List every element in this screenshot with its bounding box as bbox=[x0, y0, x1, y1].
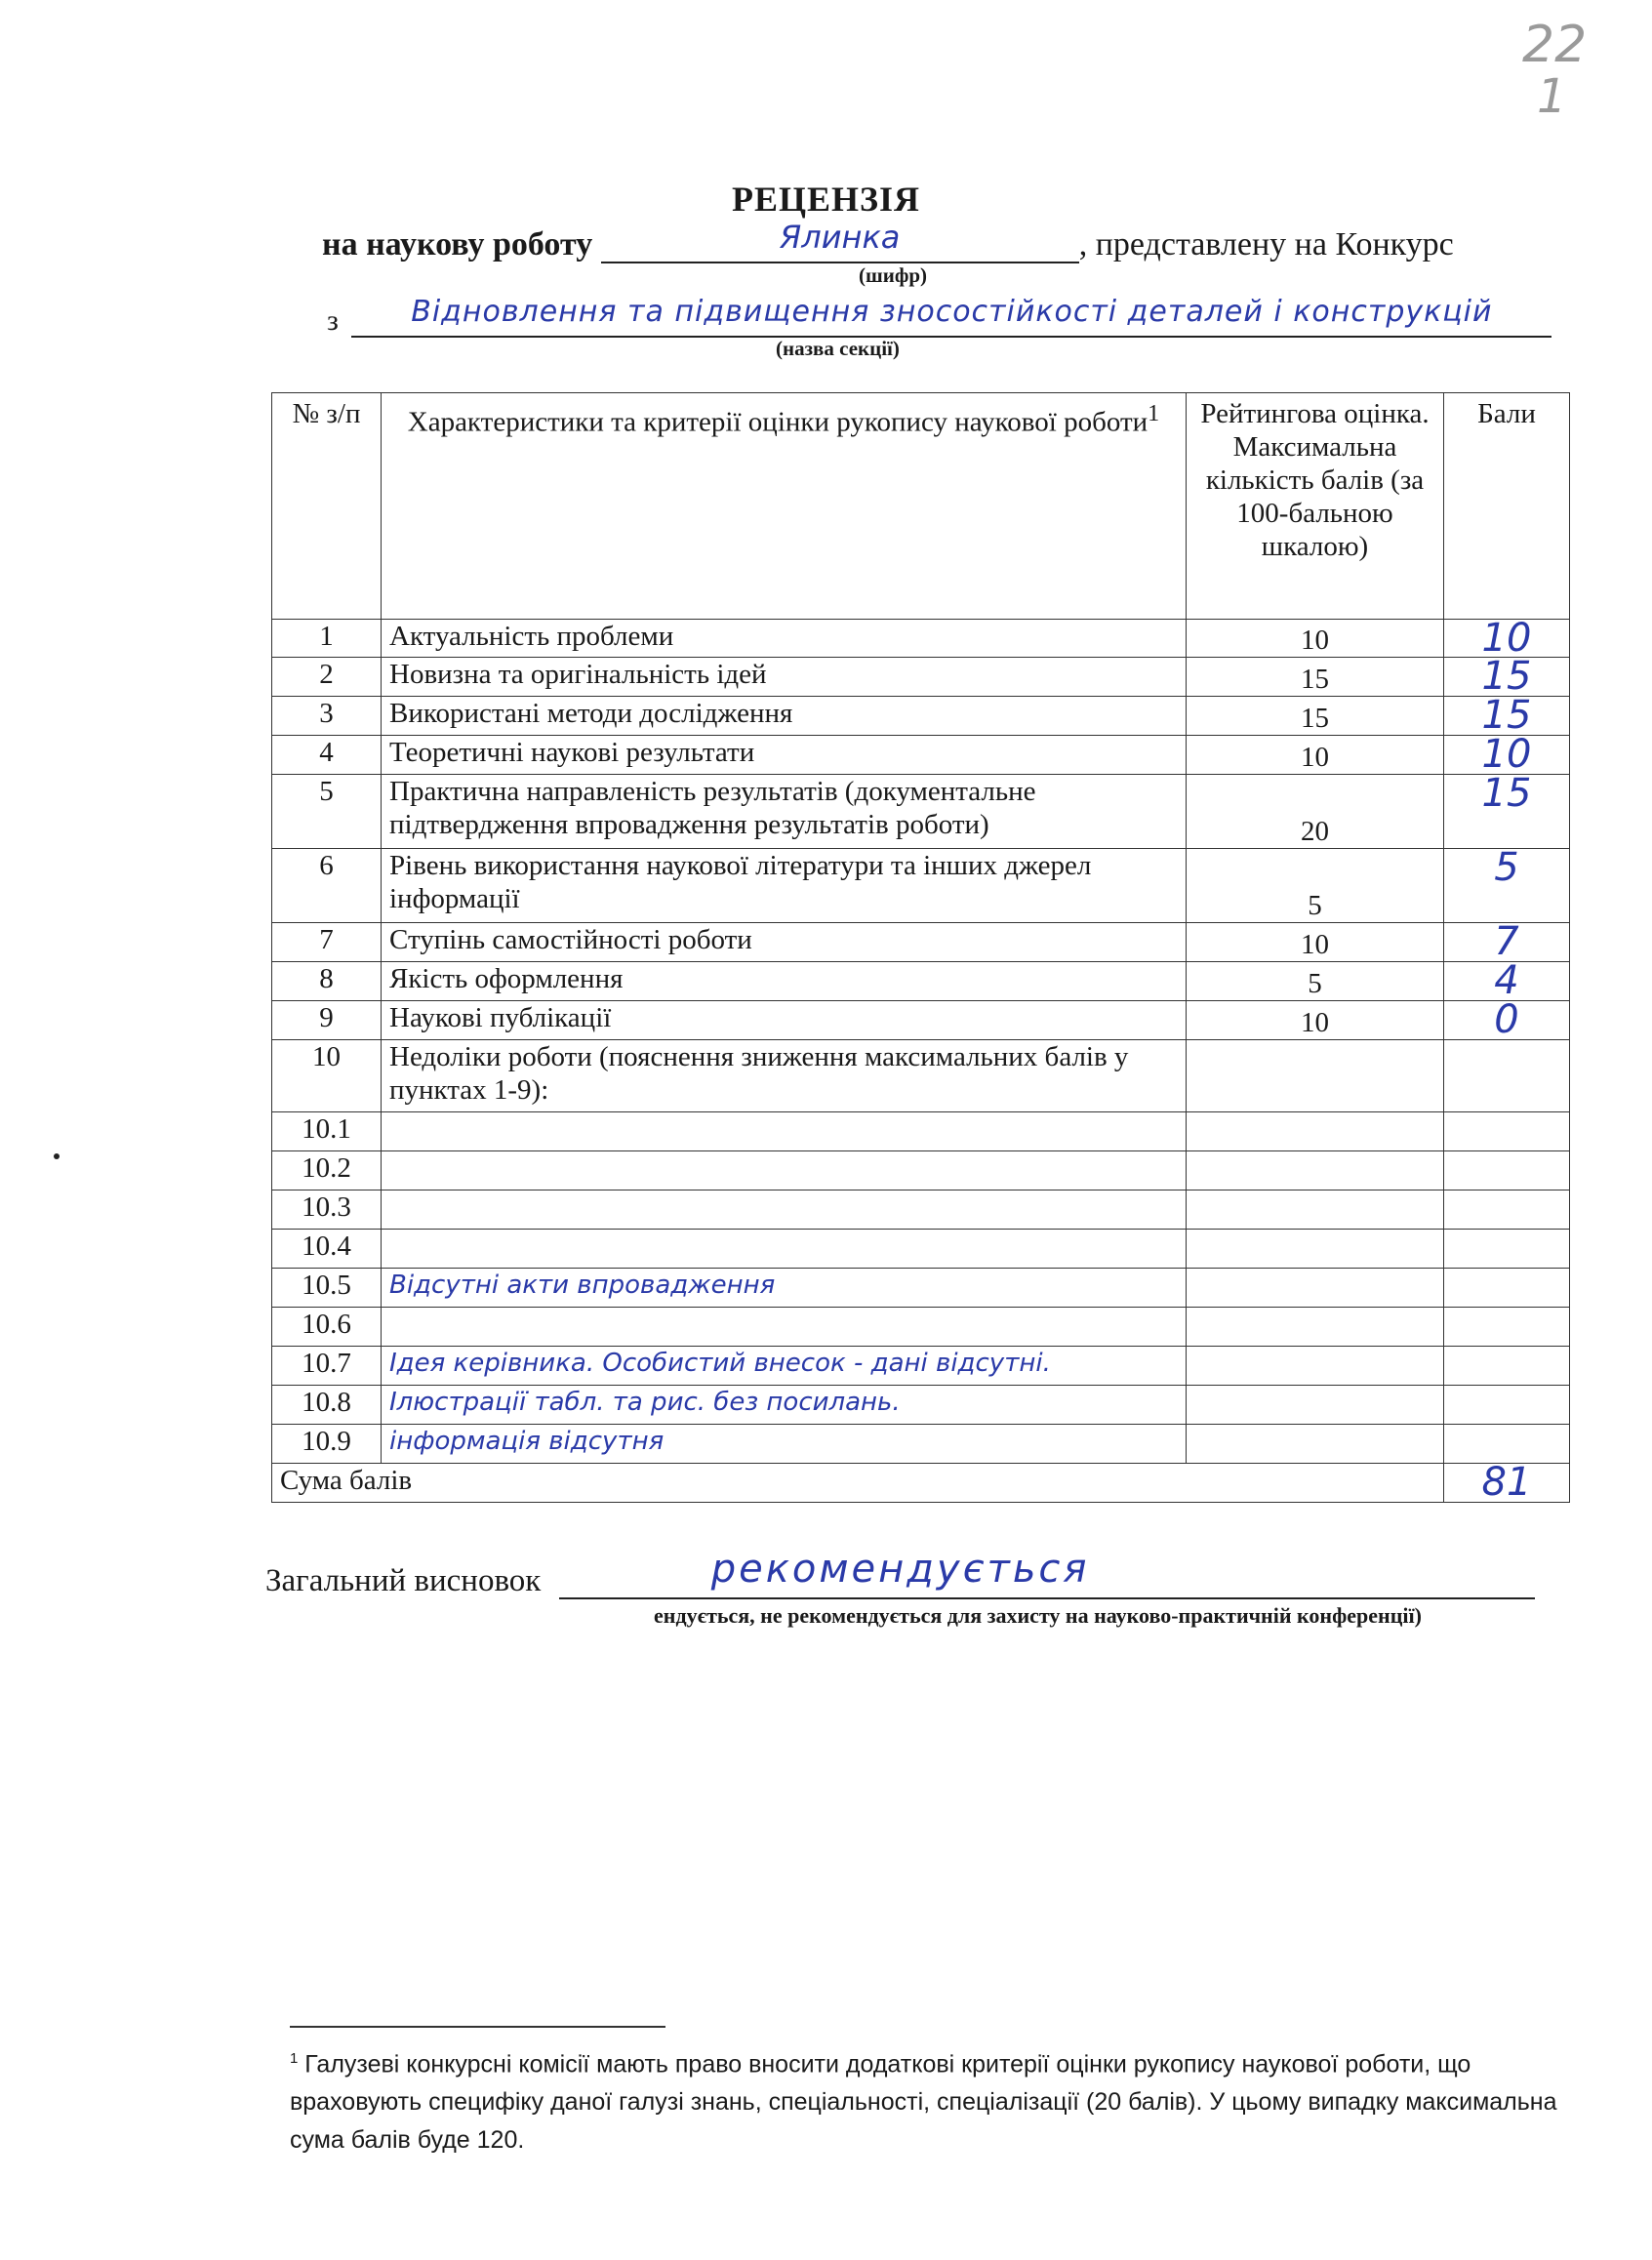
row-number: 5 bbox=[272, 775, 382, 849]
shortcoming-subrow bbox=[272, 1347, 1570, 1386]
empty-cell bbox=[1444, 1347, 1570, 1386]
max-score: 20 bbox=[1187, 775, 1444, 849]
empty-cell bbox=[1444, 1112, 1570, 1151]
max-score: 10 bbox=[1187, 923, 1444, 962]
section-field[interactable] bbox=[351, 297, 1551, 338]
max-score: 15 bbox=[1187, 697, 1444, 736]
table-row bbox=[272, 849, 1570, 923]
empty-cell bbox=[1187, 1347, 1444, 1386]
max-score: 5 bbox=[1187, 849, 1444, 923]
criterion-label: Новизна та оригінальність ідей bbox=[382, 658, 1187, 697]
conclusion-field[interactable] bbox=[559, 1549, 1535, 1599]
row-number: 6 bbox=[272, 849, 382, 923]
empty-cell bbox=[1187, 1151, 1444, 1191]
criterion-label: Ступінь самостійності роботи bbox=[382, 923, 1187, 962]
empty-cell bbox=[1187, 1230, 1444, 1269]
work-line bbox=[322, 219, 1454, 263]
shortcoming-note[interactable]: Ідея керівника. Особистий внесок - дані відсутні. bbox=[382, 1347, 1187, 1386]
empty-cell bbox=[1444, 1040, 1570, 1112]
header-criteria-text: Характеристики та критерії оцінки рукопису наукової роботи bbox=[407, 406, 1148, 438]
subrow-number: 10.3 bbox=[272, 1191, 382, 1230]
shortcoming-subrow bbox=[272, 1151, 1570, 1191]
header-criteria bbox=[382, 393, 1187, 620]
shortcoming-note[interactable] bbox=[382, 1308, 1187, 1347]
footnote-ref: 1 bbox=[1148, 400, 1160, 426]
row-number: 7 bbox=[272, 923, 382, 962]
awarded-score[interactable]: 15 bbox=[1444, 658, 1570, 697]
table-row bbox=[272, 962, 1570, 1001]
empty-cell bbox=[1187, 1425, 1444, 1464]
criterion-label: Теоретичні наукові результати bbox=[382, 736, 1187, 775]
footnote-marker: 1 bbox=[290, 2050, 299, 2067]
shortcoming-note[interactable]: Відсутні акти впровадження bbox=[382, 1269, 1187, 1308]
page-number-mark: 22 bbox=[1522, 16, 1588, 74]
sum-value[interactable]: 81 bbox=[1444, 1464, 1570, 1503]
criterion-label: Рівень використання наукової літератури та інших джерел інформації bbox=[382, 849, 1187, 923]
table-header-row bbox=[272, 393, 1570, 620]
empty-cell bbox=[1187, 1269, 1444, 1308]
header-points: Бали bbox=[1444, 393, 1570, 620]
awarded-score[interactable]: 5 bbox=[1444, 849, 1570, 923]
shortcoming-subrow bbox=[272, 1230, 1570, 1269]
shortcoming-note[interactable]: інформація відсутня bbox=[382, 1425, 1187, 1464]
header-num: № з/п bbox=[272, 393, 382, 620]
section-value: Відновлення та підвищення зносостійкості деталей і конструкцій bbox=[411, 295, 1493, 329]
conclusion-line bbox=[265, 1549, 1535, 1599]
subrow-number: 10.4 bbox=[272, 1230, 382, 1269]
conclusion-value: рекомендується bbox=[710, 1547, 1090, 1592]
criterion-label: Використані методи дослідження bbox=[382, 697, 1187, 736]
document-title: РЕЦЕНЗІЯ bbox=[731, 180, 921, 219]
cipher-value: Ялинка bbox=[780, 219, 901, 256]
max-score: 10 bbox=[1187, 1001, 1444, 1040]
shortcoming-note[interactable]: Ілюстрації табл. та рис. без посилань. bbox=[382, 1386, 1187, 1425]
awarded-score[interactable]: 4 bbox=[1444, 962, 1570, 1001]
row-number: 9 bbox=[272, 1001, 382, 1040]
sum-label: Сума балів bbox=[272, 1464, 1444, 1503]
shortcomings-label: Недоліки роботи (пояснення зниження максимальних балів у пунктах 1-9): bbox=[382, 1040, 1187, 1112]
footnote bbox=[290, 2039, 1578, 2159]
shortcoming-subrow bbox=[272, 1191, 1570, 1230]
shortcoming-subrow bbox=[272, 1308, 1570, 1347]
empty-cell bbox=[1444, 1151, 1570, 1191]
awarded-score[interactable]: 7 bbox=[1444, 923, 1570, 962]
empty-cell bbox=[1444, 1386, 1570, 1425]
conclusion-label: Загальний висновок bbox=[265, 1563, 542, 1598]
shortcoming-subrow bbox=[272, 1112, 1570, 1151]
work-prefix: на наукову роботу bbox=[322, 226, 593, 262]
criterion-label: Практична направленість результатів (документальне підтвердження впровадження результатів роботи) bbox=[382, 775, 1187, 849]
max-score: 15 bbox=[1187, 658, 1444, 697]
scan-speck bbox=[54, 1153, 60, 1159]
section-line bbox=[327, 297, 1551, 338]
awarded-score[interactable]: 10 bbox=[1444, 736, 1570, 775]
row-number: 2 bbox=[272, 658, 382, 697]
empty-cell bbox=[1444, 1308, 1570, 1347]
row-number: 3 bbox=[272, 697, 382, 736]
empty-cell bbox=[1187, 1040, 1444, 1112]
header-max: Рейтингова оцінка. Максимальна кількість балів (за 100-бальною шкалою) bbox=[1187, 393, 1444, 620]
subrow-number: 10.5 bbox=[272, 1269, 382, 1308]
table-row bbox=[272, 658, 1570, 697]
shortcoming-note[interactable] bbox=[382, 1151, 1187, 1191]
subrow-number: 10.6 bbox=[272, 1308, 382, 1347]
criterion-label: Якість оформлення bbox=[382, 962, 1187, 1001]
empty-cell bbox=[1187, 1112, 1444, 1151]
empty-cell bbox=[1444, 1269, 1570, 1308]
row-number: 8 bbox=[272, 962, 382, 1001]
shortcoming-note[interactable] bbox=[382, 1191, 1187, 1230]
cipher-field[interactable] bbox=[601, 219, 1079, 263]
table-row bbox=[272, 1001, 1570, 1040]
awarded-score[interactable]: 0 bbox=[1444, 1001, 1570, 1040]
shortcoming-note[interactable] bbox=[382, 1112, 1187, 1151]
row-number: 1 bbox=[272, 620, 382, 658]
max-score: 10 bbox=[1187, 620, 1444, 658]
shortcoming-subrow bbox=[272, 1425, 1570, 1464]
conclusion-caption: ендується, не рекомендується для захисту на науково-практичній конференції) bbox=[654, 1603, 1422, 1628]
shortcoming-subrow bbox=[272, 1269, 1570, 1308]
subrow-number: 10.8 bbox=[272, 1386, 382, 1425]
subrow-number: 10.1 bbox=[272, 1112, 382, 1151]
section-prefix: з bbox=[327, 304, 339, 337]
footnote-text: Галузеві конкурсні комісії мають право вносити додаткові критерії оцінки рукопису наукової роботи, що враховують специфіку даної галузі знань, спеціальності, спеціалізації (20 балів). У цьому випадку максимальна сума балів буде 120. bbox=[290, 2050, 1557, 2155]
footnote-divider bbox=[290, 2026, 665, 2028]
table-row bbox=[272, 697, 1570, 736]
subrow-number: 10.9 bbox=[272, 1425, 382, 1464]
shortcoming-subrow bbox=[272, 1386, 1570, 1425]
row-number: 4 bbox=[272, 736, 382, 775]
empty-cell bbox=[1444, 1191, 1570, 1230]
sum-row bbox=[272, 1464, 1570, 1503]
criterion-label: Наукові публікації bbox=[382, 1001, 1187, 1040]
work-suffix: , представлену на Конкурс bbox=[1078, 226, 1454, 262]
empty-cell bbox=[1444, 1425, 1570, 1464]
table-row bbox=[272, 775, 1570, 849]
row-number: 10 bbox=[272, 1040, 382, 1112]
empty-cell bbox=[1444, 1230, 1570, 1269]
awarded-score[interactable]: 15 bbox=[1444, 697, 1570, 736]
empty-cell bbox=[1187, 1308, 1444, 1347]
cipher-caption: (шифр) bbox=[859, 263, 928, 287]
subrow-number: 10.2 bbox=[272, 1151, 382, 1191]
shortcomings-row bbox=[272, 1040, 1570, 1112]
empty-cell bbox=[1187, 1191, 1444, 1230]
max-score: 5 bbox=[1187, 962, 1444, 1001]
section-caption: (назва секції) bbox=[776, 337, 900, 360]
shortcoming-note[interactable] bbox=[382, 1230, 1187, 1269]
score-table bbox=[271, 392, 1570, 1503]
empty-cell bbox=[1187, 1386, 1444, 1425]
subrow-number: 10.7 bbox=[272, 1347, 382, 1386]
page-sub-mark: 1 bbox=[1537, 69, 1567, 124]
table-row bbox=[272, 736, 1570, 775]
awarded-score[interactable]: 10 bbox=[1444, 620, 1570, 658]
criterion-label: Актуальність проблеми bbox=[382, 620, 1187, 658]
table-row bbox=[272, 620, 1570, 658]
table-row bbox=[272, 923, 1570, 962]
max-score: 10 bbox=[1187, 736, 1444, 775]
awarded-score[interactable]: 15 bbox=[1444, 775, 1570, 849]
